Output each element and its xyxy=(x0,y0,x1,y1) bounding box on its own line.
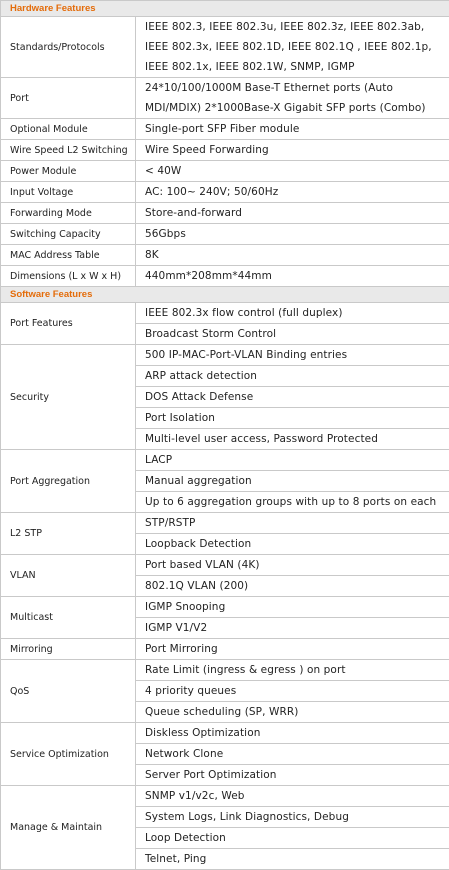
row-label: Security xyxy=(1,345,136,450)
row-value: Port Mirroring xyxy=(136,639,449,660)
row-label: Port xyxy=(1,78,136,119)
table-row xyxy=(1,119,449,140)
row-label: Mirroring xyxy=(1,639,136,660)
row-value: Multi-level user access, Password Protected xyxy=(136,429,449,450)
row-value: Telnet, Ping xyxy=(136,849,449,870)
row-value: Queue scheduling (SP, WRR) xyxy=(136,702,449,723)
row-value: Manual aggregation xyxy=(136,471,449,492)
row-value: Loop Detection xyxy=(136,828,449,849)
table-row xyxy=(1,513,449,534)
row-value: IEEE 802.3, IEEE 802.3u, IEEE 802.3z, IEEE 802.3ab, IEEE 802.3x, IEEE 802.1D, IEEE 802.1Q , IEEE 802.1p, IEEE 802.1x, IEEE 802.1W, SNMP, IGMP xyxy=(136,17,449,78)
row-label: Port Features xyxy=(1,303,136,345)
row-value: Server Port Optimization xyxy=(136,765,449,786)
table-row xyxy=(1,78,449,119)
table-row xyxy=(1,660,449,681)
table-row xyxy=(1,266,449,287)
row-value: 24*10/100/1000M Base-T Ethernet ports (Auto MDI/MDIX) 2*1000Base-X Gigabit SFP ports (Combo) xyxy=(136,78,449,119)
row-value: 8K xyxy=(136,245,449,266)
table-row xyxy=(1,450,449,471)
row-value: Broadcast Storm Control xyxy=(136,324,449,345)
spec-table-body xyxy=(1,1,449,870)
row-label: Forwarding Mode xyxy=(1,203,136,224)
row-label: Standards/Protocols xyxy=(1,17,136,78)
table-row xyxy=(1,161,449,182)
row-value: Rate Limit (ingress & egress ) on port xyxy=(136,660,449,681)
row-label: VLAN xyxy=(1,555,136,597)
row-value: 4 priority queues xyxy=(136,681,449,702)
row-label: Wire Speed L2 Switching xyxy=(1,140,136,161)
row-label: Manage & Maintain xyxy=(1,786,136,870)
row-label: MAC Address Table xyxy=(1,245,136,266)
table-row xyxy=(1,786,449,807)
row-value: 56Gbps xyxy=(136,224,449,245)
row-label: QoS xyxy=(1,660,136,723)
row-value: Diskless Optimization xyxy=(136,723,449,744)
row-value: 802.1Q VLAN (200) xyxy=(136,576,449,597)
section-title: Hardware Features xyxy=(1,1,449,17)
row-label: Port Aggregation xyxy=(1,450,136,513)
row-value: Single-port SFP Fiber module xyxy=(136,119,449,140)
row-value: Wire Speed Forwarding xyxy=(136,140,449,161)
table-row xyxy=(1,723,449,744)
table-row xyxy=(1,182,449,203)
row-value: IGMP V1/V2 xyxy=(136,618,449,639)
row-label: Multicast xyxy=(1,597,136,639)
row-value: IGMP Snooping xyxy=(136,597,449,618)
table-row xyxy=(1,140,449,161)
row-value: 500 IP-MAC-Port-VLAN Binding entries xyxy=(136,345,449,366)
row-value: System Logs, Link Diagnostics, Debug xyxy=(136,807,449,828)
row-value: Port Isolation xyxy=(136,408,449,429)
row-label: Dimensions (L x W x H) xyxy=(1,266,136,287)
row-label: Optional Module xyxy=(1,119,136,140)
row-value: SNMP v1/v2c, Web xyxy=(136,786,449,807)
row-value: LACP xyxy=(136,450,449,471)
section-title: Software Features xyxy=(1,287,449,303)
table-row xyxy=(1,555,449,576)
software-section-header xyxy=(1,287,449,303)
row-label: Power Module xyxy=(1,161,136,182)
table-row xyxy=(1,245,449,266)
row-value: ARP attack detection xyxy=(136,366,449,387)
row-value: < 40W xyxy=(136,161,449,182)
row-value: 440mm*208mm*44mm xyxy=(136,266,449,287)
table-row xyxy=(1,17,449,78)
row-value: Up to 6 aggregation groups with up to 8 ports on each xyxy=(136,492,449,513)
row-label: Switching Capacity xyxy=(1,224,136,245)
table-row xyxy=(1,345,449,366)
row-value: IEEE 802.3x flow control (full duplex) xyxy=(136,303,449,324)
table-row xyxy=(1,224,449,245)
row-label: Service Optimization xyxy=(1,723,136,786)
table-row xyxy=(1,203,449,224)
row-label: Input Voltage xyxy=(1,182,136,203)
row-value: DOS Attack Defense xyxy=(136,387,449,408)
row-value: Store-and-forward xyxy=(136,203,449,224)
row-value: Network Clone xyxy=(136,744,449,765)
table-row xyxy=(1,597,449,618)
row-value: Loopback Detection xyxy=(136,534,449,555)
table-row xyxy=(1,639,449,660)
hardware-section-header xyxy=(1,1,449,17)
row-label: L2 STP xyxy=(1,513,136,555)
table-row xyxy=(1,303,449,324)
row-value: STP/RSTP xyxy=(136,513,449,534)
row-value: AC: 100~ 240V; 50/60Hz xyxy=(136,182,449,203)
row-value: Port based VLAN (4K) xyxy=(136,555,449,576)
